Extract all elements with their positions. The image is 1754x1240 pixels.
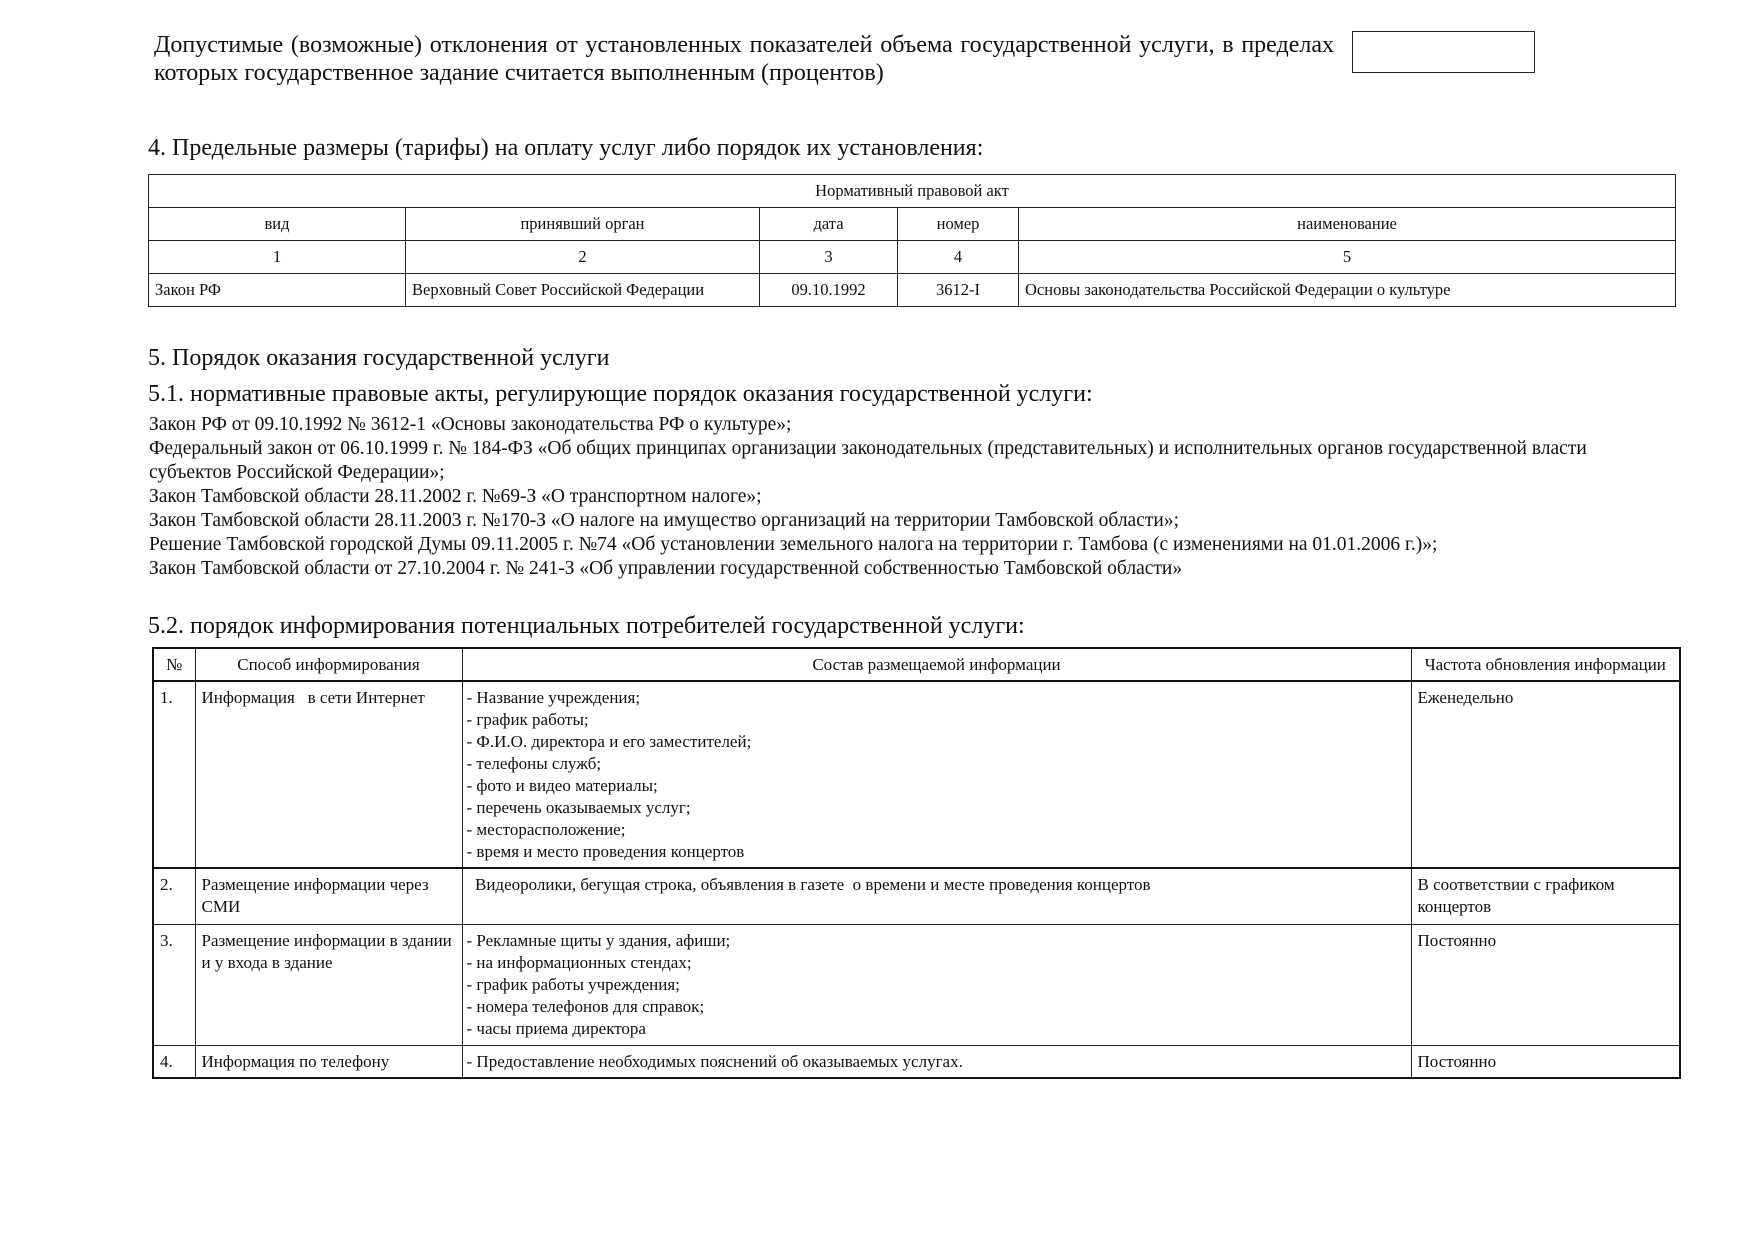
laws-list [149, 413, 1649, 581]
table-cell: Закон РФ [149, 274, 406, 307]
section-5-heading: 5. Порядок оказания государственной услуги [148, 345, 610, 371]
section-4-heading: 4. Предельные размеры (тарифы) на оплату услуг либо порядок их установления: [148, 135, 984, 161]
content-line: - телефоны служб; [466, 754, 602, 773]
content-line: - время и место проведения концертов [466, 842, 745, 861]
list-item: Закон Тамбовской области от 27.10.2004 г. № 241-З «Об управлении государственной собственностью Тамбовской области» [149, 558, 1183, 579]
column-number: 1 [149, 241, 406, 274]
info-frequency: Еженедельно [1411, 681, 1680, 868]
column-number: 4 [898, 241, 1019, 274]
table-row [153, 1045, 1680, 1078]
table-cell: Основы законодательства Российской Федерации о культуре [1019, 274, 1676, 307]
row-number: 1. [153, 681, 195, 868]
column-header: номер [898, 208, 1019, 241]
table-cell: 3612-I [898, 274, 1019, 307]
info-frequency: Постоянно [1411, 1045, 1680, 1078]
table-group-header: Нормативный правовой акт [149, 175, 1676, 208]
list-item: Закон РФ от 09.10.1992 № 3612-1 «Основы законодательства РФ о культуре»; [149, 414, 792, 435]
table-row [153, 681, 1680, 868]
deviation-value-box[interactable] [1352, 31, 1535, 73]
tariffs-table [148, 174, 1676, 307]
info-frequency: В соответствии с графиком концертов [1411, 868, 1680, 924]
list-item: Закон Тамбовской области 28.11.2003 г. №170-З «О налоге на имущество организаций на территории Тамбовской области»; [149, 510, 1179, 531]
info-frequency: Постоянно [1411, 924, 1680, 1045]
content-line: - Предоставление необходимых пояснений об оказываемых услугах. [466, 1051, 963, 1071]
table-row [149, 274, 1676, 307]
row-number: 2. [153, 868, 195, 924]
info-content [462, 924, 1411, 1045]
content-line: - график работы; [466, 710, 589, 729]
content-line: Видеоролики, бегущая строка, объявления в газете о времени и месте проведения концертов [466, 875, 1151, 894]
content-line: - Ф.И.О. директора и его заместителей; [466, 732, 752, 751]
info-content [462, 681, 1411, 868]
content-line: - перечень оказываемых услуг; [466, 798, 691, 817]
column-header: Частота обновления информации [1411, 648, 1680, 681]
column-header: дата [760, 208, 898, 241]
column-number: 3 [760, 241, 898, 274]
column-number: 5 [1019, 241, 1676, 274]
content-line: - график работы учреждения; [466, 974, 680, 994]
column-header: № [153, 648, 195, 681]
content-line: - Название учреждения; [466, 688, 641, 707]
info-method: Информация в сети Интернет [195, 681, 462, 868]
column-number: 2 [406, 241, 760, 274]
content-line: - месторасположение; [466, 820, 626, 839]
column-header: вид [149, 208, 406, 241]
section-5-2-heading: 5.2. порядок информирования потенциальных потребителей государственной услуги: [148, 613, 1025, 639]
column-header: наименование [1019, 208, 1676, 241]
information-table [152, 647, 1681, 1079]
info-content [462, 868, 1411, 924]
table-row [153, 924, 1680, 1045]
info-content [462, 1045, 1411, 1078]
table-row [153, 868, 1680, 924]
list-item: Федеральный закон от 06.10.1999 г. № 184-ФЗ «Об общих принципах организации законодательных (представительных) и исполнительных органов государственной власти субъектов Российской Федерации»; [149, 438, 1587, 483]
list-item: Решение Тамбовской городской Думы 09.11.2005 г. №74 «Об установлении земельного налога на территории г. Тамбова (с изменениями на 01.01.2006 г.)»; [149, 534, 1438, 555]
info-method: Размещение информации через СМИ [195, 868, 462, 924]
info-method: Информация по телефону [195, 1045, 462, 1078]
content-line: - Рекламные щиты у здания, афиши; [466, 930, 731, 950]
row-number: 4. [153, 1045, 195, 1078]
list-item: Закон Тамбовской области 28.11.2002 г. №69-З «О транспортном налоге»; [149, 486, 762, 507]
info-method: Размещение информации в здании и у входа в здание [195, 924, 462, 1045]
content-line: - фото и видео материалы; [466, 776, 658, 795]
column-header: Состав размещаемой информации [462, 648, 1411, 681]
table-cell: Верховный Совет Российской Федерации [406, 274, 760, 307]
row-number: 3. [153, 924, 195, 1045]
section-5-1-heading: 5.1. нормативные правовые акты, регулирующие порядок оказания государственной услуги: [148, 381, 1093, 407]
column-header: принявший орган [406, 208, 760, 241]
content-line: - номера телефонов для справок; [466, 996, 705, 1016]
deviation-text: Допустимые (возможные) отклонения от установленных показателей объема государственной услуги, в пределах которых государственное задание считается выполненным (процентов) [154, 32, 1334, 86]
column-header: Способ информирования [195, 648, 462, 681]
table-cell: 09.10.1992 [760, 274, 898, 307]
content-line: - часы приема директора [466, 1018, 646, 1038]
content-line: - на информационных стендах; [466, 952, 692, 972]
